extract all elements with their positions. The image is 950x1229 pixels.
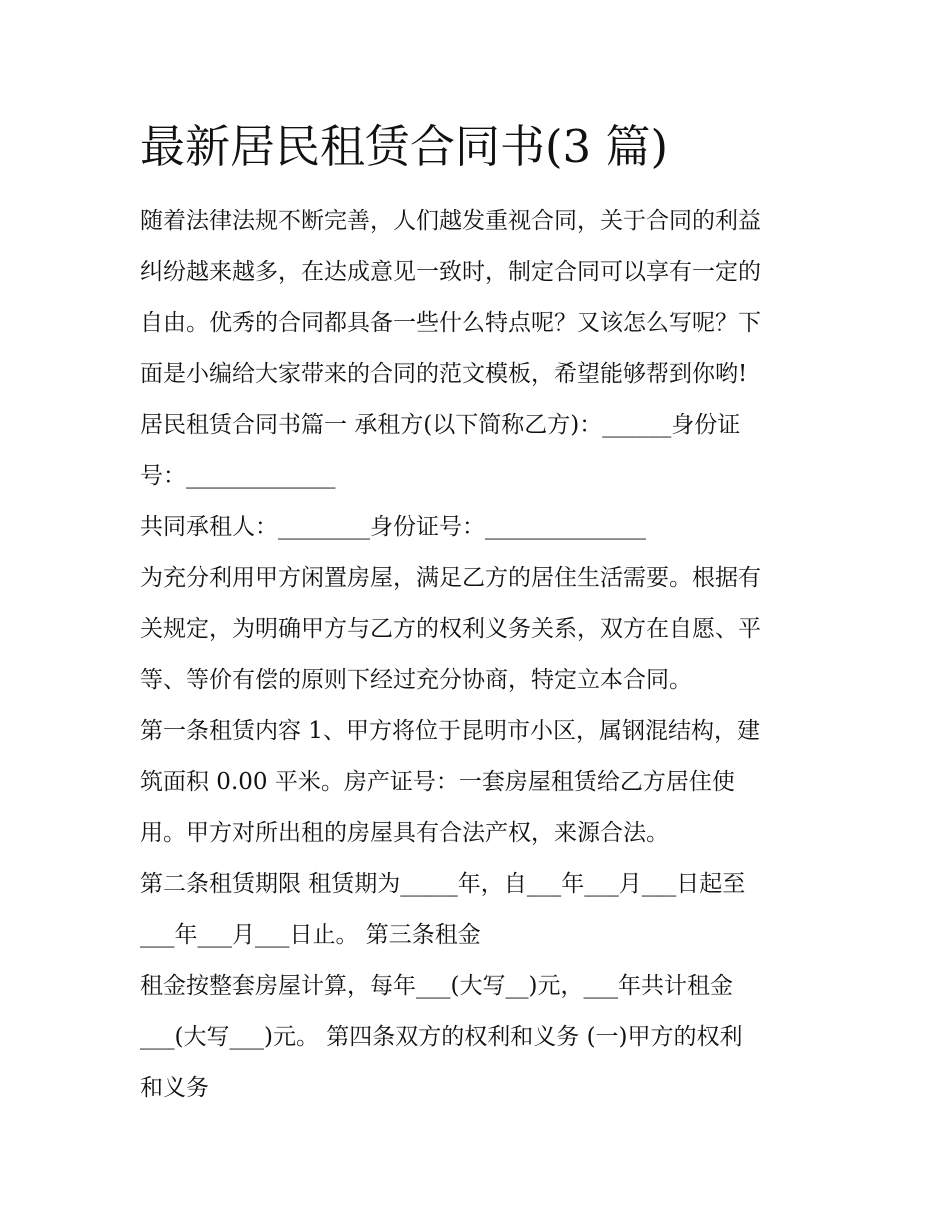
text-line: 为充分利用甲方闲置房屋，满足乙方的居住生活需要。根据有	[140, 565, 761, 591]
text-line: 面是小编给大家带来的合同的范文模板，希望能够帮到你哟!	[140, 361, 748, 387]
text-line: 第二条租赁期限 租赁期为_____年，自___年___月___日起至	[140, 871, 746, 897]
text-line: 用。甲方对所出租的房屋具有合法产权，来源合法。	[140, 820, 669, 846]
text-line: 纠纷越来越多，在达成意见一致时，制定合同可以享有一定的	[140, 259, 761, 285]
text-line: 共同承租人：________身份证号：______________	[140, 514, 646, 540]
text-line: 居民租赁合同书篇一 承租方(以下简称乙方)：______身份证	[140, 412, 741, 438]
text-line: ___(大写___)元。 第四条双方的权利和义务 (一)甲方的权利	[140, 1024, 743, 1050]
text-line: 关规定，为明确甲方与乙方的权利义务关系，双方在自愿、平	[140, 616, 761, 642]
document-title: 最新居民租赁合同书(3 篇)	[140, 120, 669, 173]
document-body	[140, 196, 820, 1114]
text-line: 租金按整套房屋计算，每年___(大写__)元，___年共计租金	[140, 973, 733, 999]
text-line: 自由。优秀的合同都具备一些什么特点呢？又该怎么写呢？下	[140, 310, 761, 336]
text-line: 筑面积 0.00 平米。房产证号：一套房屋租赁给乙方居住使	[140, 769, 735, 795]
text-line: 第一条租赁内容 1、甲方将位于昆明市小区，属钢混结构，建	[140, 718, 760, 744]
text-line: 号：_____________	[140, 463, 336, 489]
text-line: 等、等价有偿的原则下经过充分协商，特定立本合同。	[140, 667, 692, 693]
text-line: ___年___月___日止。 第三条租金	[140, 922, 481, 948]
text-line: 和义务	[140, 1075, 209, 1101]
text-line: 随着法律法规不断完善，人们越发重视合同，关于合同的利益	[140, 208, 761, 234]
